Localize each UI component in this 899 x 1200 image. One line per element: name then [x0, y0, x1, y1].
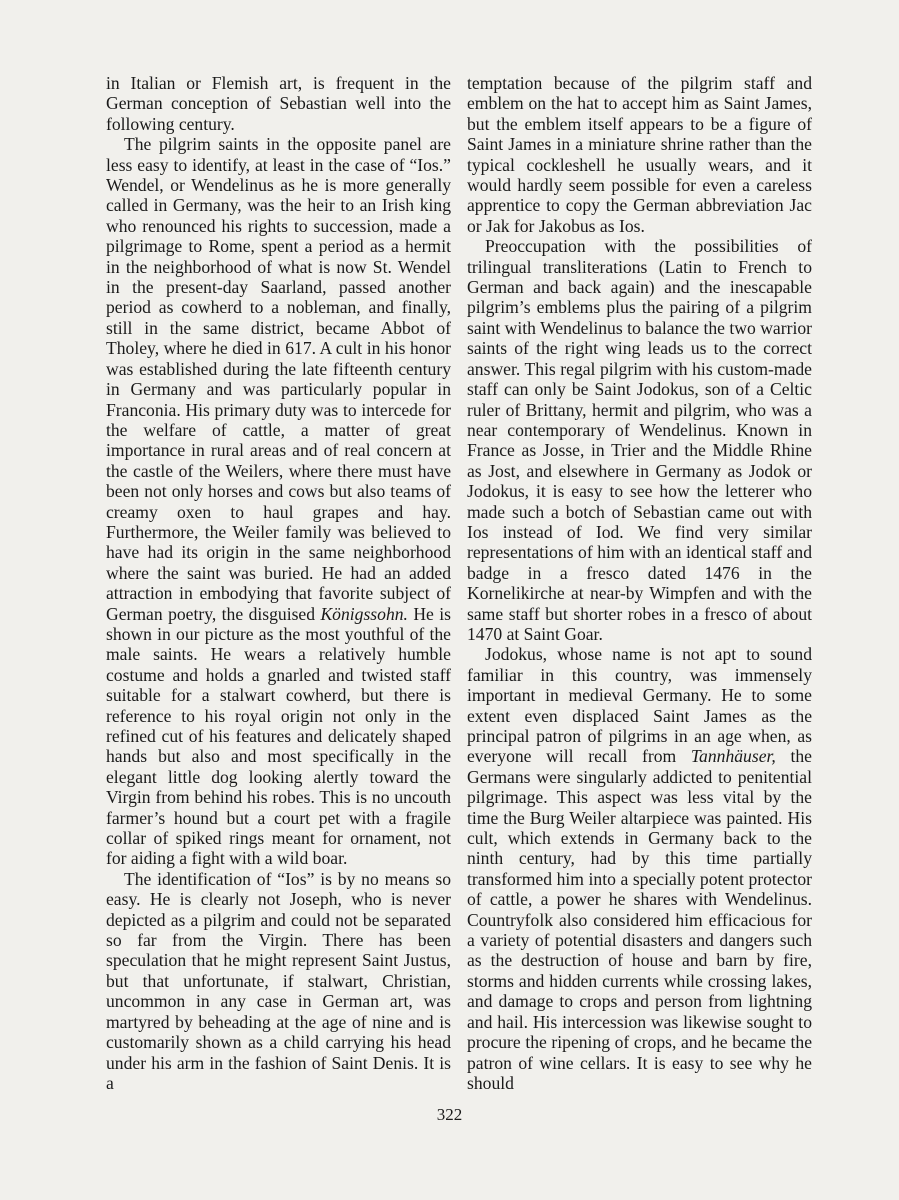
page-number: 322	[436, 1105, 463, 1124]
paragraph: in Italian or Flemish art, is frequent in the German conception of Sebastian well into the following century.	[106, 73, 451, 134]
italic-term: Königssohn.	[320, 603, 408, 624]
paragraph-text: He is shown in our picture as the most youthful of the male saints. He wears a relatively humble costume and holds a gnarled and twisted staff suitable for a stalwart cowherd, but there is reference to his royal origin not only in the refined cut of his features and delicately shaped hands but also and most specifically in the elegant little dog looking alertly toward the Virgin from behind his robes. This is no uncouth farmer’s hound but a court pet with a fragile collar of spiked rings meant for ornament, not for aiding a fight with a wild boar.	[106, 603, 451, 869]
left-column	[106, 73, 451, 1093]
paragraph: The identification of “Ios” is by no means so easy. He is clearly not Joseph, who is never depicted as a pilgrim and could not be separated so far from the Virgin. There has been speculation that he might represent Saint Justus, but that unfortunate, if stalwart, Christian, uncommon in any case in German art, was martyred by beheading at the age of nine and is customarily shown as a child carrying his head under his arm in the fashion of Saint Denis. It is a	[106, 868, 451, 1093]
paragraph-text: Jodokus, whose name is not apt to sound familiar in this country, was immensely important in medieval Germany. He to some extent even displaced Saint James as the principal patron of pilgrims in an age when, as everyone will recall from	[467, 644, 812, 767]
paragraph: temptation because of the pilgrim staff and emblem on the hat to accept him as Saint James, but the emblem itself appears to be a figure of Saint James in a miniature shrine rather than the typical cockleshell he usually wears, and it would hardly seem possible for even a careless apprentice to copy the German abbreviation Jac or Jak for Jakobus as Ios.	[467, 73, 812, 236]
paragraph	[106, 134, 451, 869]
paragraph-text: the Germans were singularly addicted to penitential pilgrimage. This aspect was less vital by the time the Burg Weiler altarpiece was painted. His cult, which extends in Germany back to the ninth century, had by this time partially transformed him into a specially potent protector of cattle, a power he shares with Wendelinus. Countryfolk also considered him efficacious for a variety of potential disasters and dangers such as the destruction of house and barn by fire, storms and hidden currents while crossing lakes, and damage to crops and person from lightning and hail. His intercession was likewise sought to procure the ripening of crops, and he became the patron of wine cellars. It is easy to see why he should	[467, 746, 812, 1093]
italic-term: Tannhäuser,	[690, 746, 776, 767]
paragraph	[467, 644, 812, 1093]
paragraph-text: The pilgrim saints in the opposite panel are less easy to identify, at least in the case of “Ios.” Wendel, or Wendelinus as he is more generally called in Germany, was the heir to an Irish king who renounced his rights to succession, made a pilgrimage to Rome, spent a period as a hermit in the neighborhood of what is now St. Wendel in the present-day Saarland, passed another period as cowherd to a nobleman, and finally, still in the same district, became Abbot of Tholey, where he died in 617. A cult in his honor was established during the late fifteenth century in Germany and was particularly popular in Franconia. His primary duty was to intercede for the welfare of cattle, a matter of great importance in rural areas and of real concern at the castle of the Weilers, where there must have been not only horses and cows but also teams of creamy oxen to haul grapes and hay. Furthermore, the Weiler family was believed to have had its origin in the same neighborhood where the saint was buried. He had an added attraction in embodying that favorite subject of German poetry, the disguised	[106, 134, 451, 624]
paragraph: Preoccupation with the possibilities of trilingual transliterations (Latin to French to German and back again) and the inescapable pilgrim’s emblems plus the pairing of a pilgrim saint with Wendelinus to balance the two warrior saints of the right wing leads us to the correct answer. This regal pilgrim with his custom-made staff can only be Saint Jodokus, son of a Celtic ruler of Brittany, hermit and pilgrim, who was a near contemporary of Wendelinus. Known in France as Josse, in Trier and the Middle Rhine as Jost, and elsewhere in Germany as Jodok or Jodokus, it is easy to see how the letterer who made such a botch of Sebastian came out with Ios instead of Iod. We find very similar representations of him with an identical staff and badge in a fresco dated 1476 in the Kornelikirche at near-by Wimpfen and with the same staff but shorter robes in a fresco of about 1470 at Saint Goar.	[467, 236, 812, 644]
right-column	[467, 73, 812, 1093]
